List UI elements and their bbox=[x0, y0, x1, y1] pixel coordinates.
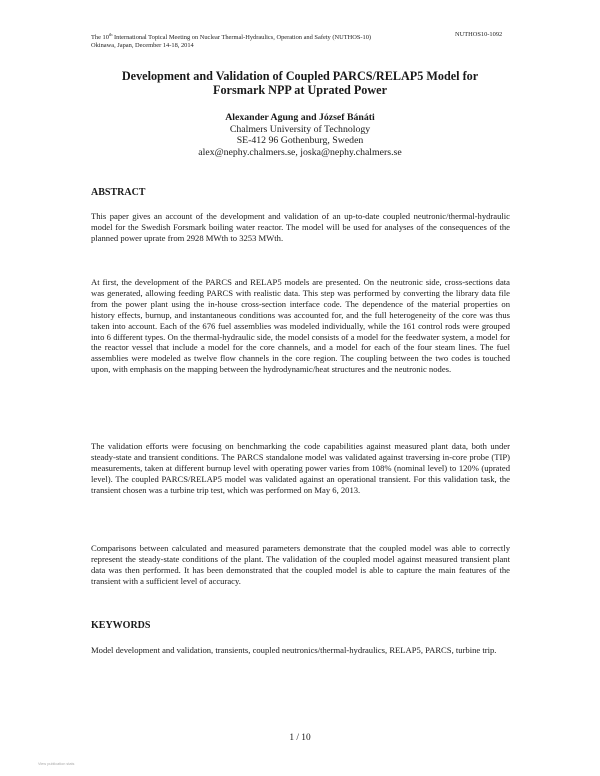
author-names: Alexander Agung and József Bánáti bbox=[225, 112, 375, 123]
abstract-paragraph: The validation efforts were focusing on benchmarking the code capabilities against measured plant data, both under steady-state and transient conditions. The PARCS standalone model was validated against traversing in-core probe (TIP) measurements, taken at different burnup level with operating power varies from 108% (nominal level) to 120% (uprated level). The coupled PARCS/RELAP5 model was validated against an operational transient. For this validation task, the transient chosen was a turbine trip test, which was performed on May 6, 2013. bbox=[91, 441, 510, 495]
keywords-heading: KEYWORDS bbox=[91, 620, 151, 631]
conference-location: Okinawa, Japan, December 14-18, 2014 bbox=[91, 42, 194, 50]
author-emails[interactable]: alex@nephy.chalmers.se, joska@nephy.chalmers.se bbox=[198, 146, 402, 158]
page-number: 1 / 10 bbox=[289, 733, 311, 743]
paper-id: NUTHOS10-1092 bbox=[455, 31, 503, 38]
abstract-paragraph: This paper gives an account of the development and validation of an up-to-date coupled neutronic/thermal-hydraulic model for the Swedish Forsmark boiling water reactor. The model will be used for analyses of the consequences of the planned power uprate from 2928 MWth to 3253 MWth. bbox=[91, 211, 510, 243]
paper-title: Development and Validation of Coupled PARCS/RELAP5 Model for Forsmark NPP at Uprated Power bbox=[121, 69, 479, 97]
abstract-paragraph: Comparisons between calculated and measured parameters demonstrate that the coupled model was able to correctly represent the steady-state conditions of the plant. The validation of the coupled model against measured transient plant data was then performed. It has been demonstrated that the coupled model is able to capture the main features of the transient with a sufficient level of accuracy. bbox=[91, 543, 510, 586]
conference-header bbox=[91, 31, 441, 50]
author-block bbox=[100, 112, 500, 158]
author-address: SE-412 96 Gothenburg, Sweden bbox=[236, 135, 364, 147]
footer-watermark[interactable]: View publication stats bbox=[38, 762, 75, 766]
abstract-heading: ABSTRACT bbox=[91, 187, 146, 198]
conference-name: The 10th International Topical Meeting on Nuclear Thermal-Hydraulics, Operation and Safety (NUTHOS-10) bbox=[91, 32, 372, 42]
abstract-paragraph: At first, the development of the PARCS and RELAP5 models are presented. On the neutronic side, cross-sections data was generated, allowing feeding PARCS with realistic data. This step was performed by converting the library data file from the power plant using the in-house cross-section interface code. The dependence of the material properties on history effects, burnup, and instantaneous conditions was accounted for, and the full heterogeneity of the core was thus taken into account. Each of the 676 fuel assemblies was modeled individually, while the 161 control rods were grouped into 6 different types. On the thermal-hydraulic side, the model consists of a model for the feedwater system, a model for the reactor vessel that include a model for the core channels, and a model for each of the four steam lines. The fuel assemblies were modeled as twelve flow channels in the core region. The coupling between the two codes is touched upon, with emphasis on the mapping between the hydrodynamic/heat structures and the neutronic nodes. bbox=[91, 277, 510, 375]
author-affiliation: Chalmers University of Technology bbox=[229, 123, 371, 135]
keywords-text: Model development and validation, transients, coupled neutronics/thermal-hydraulics, RELAP5, PARCS, turbine trip. bbox=[91, 645, 497, 655]
